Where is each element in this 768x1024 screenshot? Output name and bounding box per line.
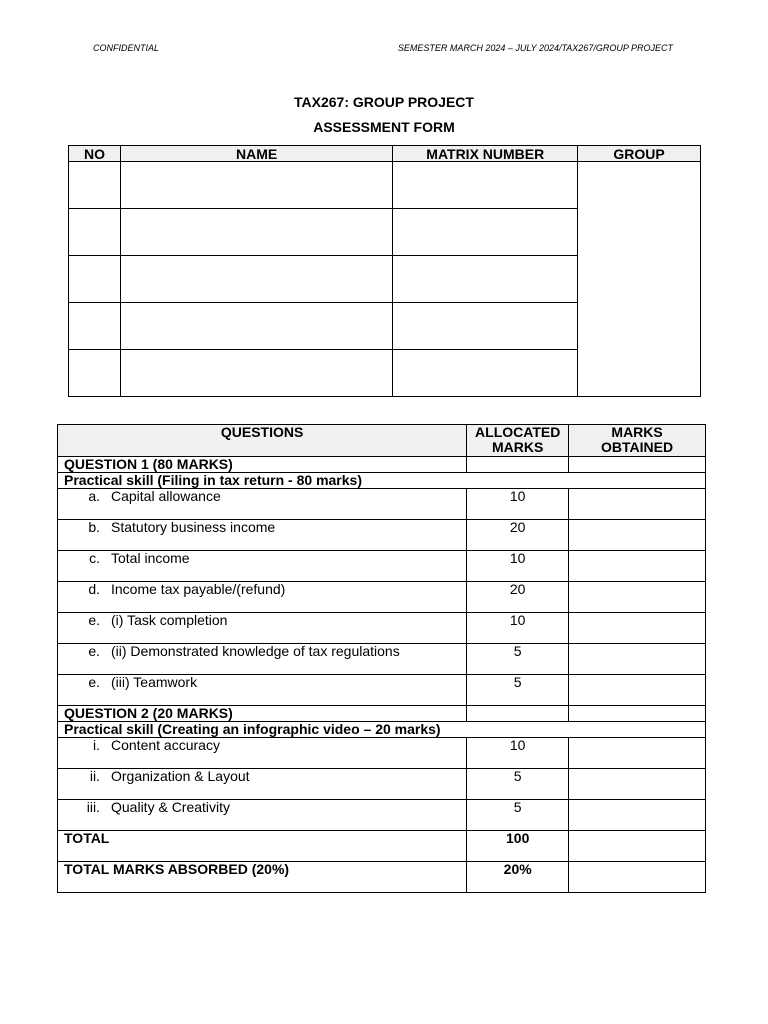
matrix-cell[interactable] [393, 350, 578, 397]
matrix-cell[interactable] [393, 162, 578, 209]
matrix-cell[interactable] [393, 303, 578, 350]
allocated-marks: 10 [467, 613, 569, 644]
question-1-title-row [58, 457, 706, 473]
absorbed-obtained-cell[interactable] [569, 862, 706, 893]
table-row: e. (ii) Demonstrated knowledge of tax regulations 5 [58, 644, 706, 675]
marks-obtained-cell[interactable] [569, 800, 706, 831]
table-row: ii. Organization & Layout 5 [58, 769, 706, 800]
no-cell[interactable] [69, 350, 121, 397]
page-subtitle: ASSESSMENT FORM [313, 119, 455, 135]
total-row [58, 831, 706, 862]
table-row: iii. Quality & Creativity 5 [58, 800, 706, 831]
student-table [68, 145, 701, 397]
total-marks: 100 [467, 831, 569, 862]
question-2-title-row [58, 706, 706, 722]
allocated-marks: 5 [467, 675, 569, 706]
criterion-label: Total income [111, 550, 190, 566]
name-cell[interactable] [120, 162, 392, 209]
allocated-marks: 10 [467, 738, 569, 769]
allocated-marks: 5 [467, 800, 569, 831]
header-confidential: CONFIDENTIAL [93, 43, 160, 53]
criterion-label: Organization & Layout [111, 768, 250, 784]
criterion-label: (i) Task completion [111, 612, 228, 628]
allocated-marks: 5 [467, 769, 569, 800]
marks-obtained-cell[interactable] [569, 520, 706, 551]
marks-obtained-cell[interactable] [569, 738, 706, 769]
marks-obtained-cell[interactable] [569, 769, 706, 800]
table-row: e. (iii) Teamwork 5 [58, 675, 706, 706]
name-cell[interactable] [120, 256, 392, 303]
marks-obtained-cell[interactable] [569, 675, 706, 706]
header-questions: QUESTIONS [58, 425, 467, 457]
matrix-cell[interactable] [393, 209, 578, 256]
absorbed-marks: 20% [467, 862, 569, 893]
group-cell[interactable] [578, 162, 701, 397]
criterion-label: Content accuracy [111, 737, 220, 753]
page-title: TAX267: GROUP PROJECT [294, 94, 474, 110]
matrix-cell[interactable] [393, 256, 578, 303]
allocated-marks: 10 [467, 551, 569, 582]
criterion-label: Quality & Creativity [111, 799, 231, 815]
absorbed-label: TOTAL MARKS ABSORBED (20%) [58, 862, 467, 893]
name-cell[interactable] [120, 350, 392, 397]
criterion-label: (ii) Demonstrated knowledge of tax regulations [111, 643, 400, 659]
header-no: NO [69, 146, 121, 162]
marks-obtained-cell[interactable] [569, 644, 706, 675]
student-table-header [69, 146, 701, 162]
header-name: NAME [120, 146, 392, 162]
criterion-label: (iii) Teamwork [111, 674, 198, 690]
header-group: GROUP [578, 146, 701, 162]
table-row: i. Content accuracy 10 [58, 738, 706, 769]
header-semester: SEMESTER MARCH 2024 – JULY 2024/TAX267/GROUP PROJECT [397, 43, 673, 53]
name-cell[interactable] [120, 303, 392, 350]
question-1-title: QUESTION 1 (80 MARKS) [58, 457, 467, 473]
allocated-marks: 20 [467, 520, 569, 551]
question-1-skill: Practical skill (Filing in tax return - 80 marks) [58, 473, 706, 489]
marks-obtained-cell[interactable] [569, 551, 706, 582]
header-matrix-number: MATRIX NUMBER [393, 146, 578, 162]
criterion-label: Income tax payable/(refund) [111, 581, 286, 597]
header-marks-obtained: MARKS OBTAINED [569, 425, 706, 457]
question-1-skill-row [58, 473, 706, 489]
total-obtained-cell[interactable] [569, 831, 706, 862]
table-row: e. (i) Task completion 10 [58, 613, 706, 644]
table-row: a. Capital allowance 10 [58, 489, 706, 520]
allocated-marks: 20 [467, 582, 569, 613]
name-cell[interactable] [120, 209, 392, 256]
no-cell[interactable] [69, 256, 121, 303]
table-row: b. Statutory business income 20 [58, 520, 706, 551]
question-2-skill: Practical skill (Creating an infographic video – 20 marks) [58, 722, 706, 738]
assessment-header [58, 425, 706, 457]
table-row: d. Income tax payable/(refund) 20 [58, 582, 706, 613]
criterion-label: Capital allowance [111, 488, 221, 504]
question-2-skill-row [58, 722, 706, 738]
allocated-marks: 5 [467, 644, 569, 675]
table-row: c. Total income 10 [58, 551, 706, 582]
marks-obtained-cell[interactable] [569, 613, 706, 644]
student-row [69, 162, 701, 209]
marks-obtained-cell[interactable] [569, 489, 706, 520]
criterion-label: Statutory business income [111, 519, 276, 535]
marks-obtained-cell[interactable] [569, 582, 706, 613]
question-2-title: QUESTION 2 (20 MARKS) [58, 706, 467, 722]
allocated-marks: 10 [467, 489, 569, 520]
assessment-table [57, 424, 706, 893]
no-cell[interactable] [69, 303, 121, 350]
absorbed-row [58, 862, 706, 893]
no-cell[interactable] [69, 209, 121, 256]
header-allocated-marks: ALLOCATED MARKS [467, 425, 569, 457]
total-label: TOTAL [58, 831, 467, 862]
no-cell[interactable] [69, 162, 121, 209]
